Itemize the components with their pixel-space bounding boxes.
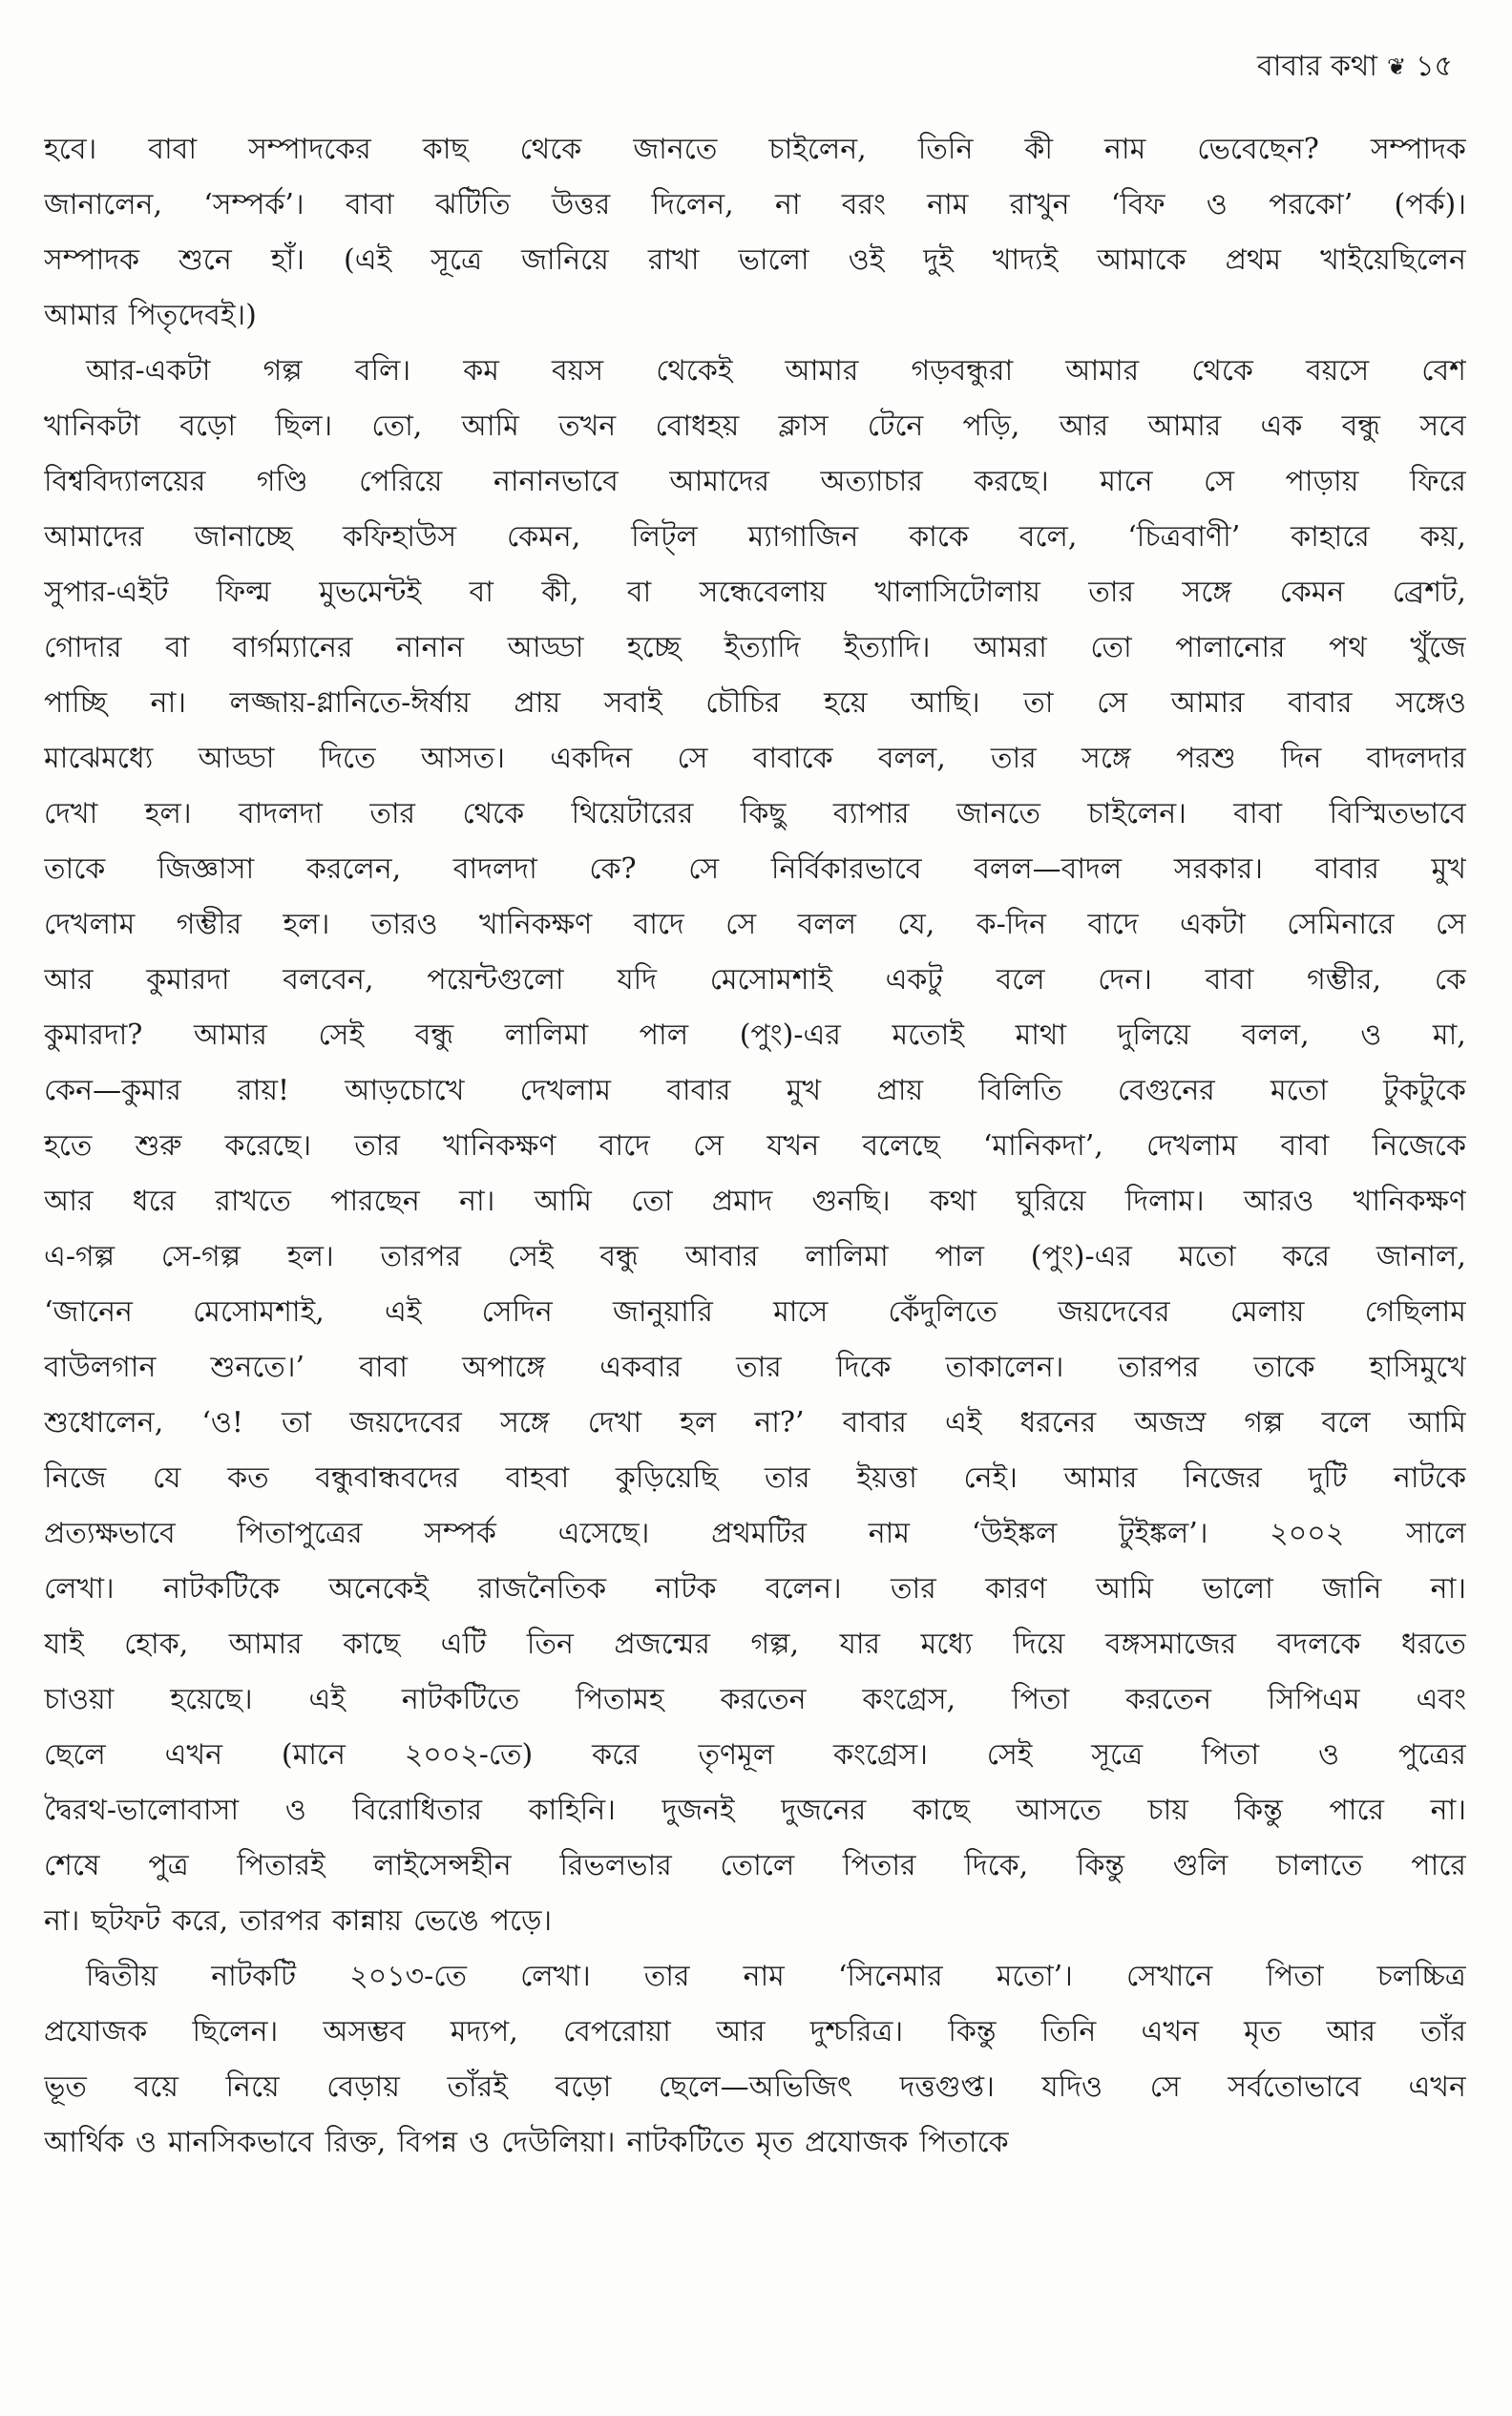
text-line: জানালেন, ‘সম্পর্ক’। বাবা ঝটিতি উত্তর দিলেন, না বরং নাম রাখুন ‘বিফ ও পরকো’ (পর্ক)। xyxy=(44,188,1466,221)
text-line: গোদার বা বার্গম্যানের নানান আড্ডা হচ্ছে ইত্যাদি ইত্যাদি। আমরা তো পালানোর পথ খুঁজে xyxy=(44,631,1466,664)
text-line: না। ছটফট করে, তারপর কান্নায় ভেঙে পড়ে। xyxy=(44,1904,553,1938)
text-line: দেখা হল। বাদলদা তার থেকে থিয়েটারের কিছু ব্যাপার জানতে চাইলেন। বাবা বিস্মিতভাবে xyxy=(44,797,1466,830)
text-line: বাউলগান শুনতে।’ বাবা অপাঙ্গে একবার তার দিকে তাকালেন। তারপর তাকে হাসিমুখে xyxy=(44,1351,1466,1384)
text-line: যাই হোক, আমার কাছে এটি তিন প্রজন্মের গল্প, যার মধ্যে দিয়ে বঙ্গসমাজের বদলকে ধরতে xyxy=(44,1628,1466,1661)
text-line: খানিকটা বড়ো ছিল। তো, আমি তখন বোধহয় ক্লাস টেনে পড়ি, আর আমার এক বন্ধু সবে xyxy=(44,410,1466,443)
text-line: কুমারদা? আমার সেই বন্ধু লালিমা পাল (পুং)-এর মতোই মাথা দুলিয়ে বলল, ও মা, xyxy=(44,1019,1466,1052)
text-line: ভূত বয়ে নিয়ে বেড়ায় তাঁরই বড়ো ছেলে—অভিজিৎ দত্তগুপ্ত। যদিও সে সর্বতোভাবে এখন xyxy=(44,2070,1466,2104)
text-line: কেন—কুমার রায়! আড়চোখে দেখলাম বাবার মুখ প্রায় বিলিতি বেগুনের মতো টুকটুকে xyxy=(44,1074,1466,1107)
page-number: ১৫ xyxy=(1416,50,1453,83)
running-title: বাবার কথা xyxy=(1257,50,1377,83)
text-line: আর ধরে রাখতে পারছেন না। আমি তো প্রমাদ গুনছি। কথা ঘুরিয়ে দিলাম। আরও খানিকক্ষণ xyxy=(44,1185,1466,1218)
text-line: শেষে পুত্র পিতারই লাইসেন্সহীন রিভলভার তোলে পিতার দিকে, কিন্তু গুলি চালাতে পারে xyxy=(44,1849,1466,1882)
text-line: ‘জানেন মেসোমশাই, এই সেদিন জানুয়ারি মাসে কেঁদুলিতে জয়দেবের মেলায় গেছিলাম xyxy=(44,1295,1466,1329)
text-line: মাঝেমধ্যে আড্ডা দিতে আসত। একদিন সে বাবাকে বলল, তার সঙ্গে পরশু দিন বাদলদার xyxy=(44,742,1466,775)
text-line: সম্পাদক শুনে হাঁ। (এই সূত্রে জানিয়ে রাখা ভালো ওই দুই খাদ্যই আমাকে প্রথম খাইয়েছিলেন xyxy=(44,243,1466,277)
text-line: বিশ্ববিদ্যালয়ের গণ্ডি পেরিয়ে নানানভাবে আমাদের অত্যাচার করছে। মানে সে পাড়ায় ফিরে xyxy=(44,465,1466,498)
text-line: আমার পিতৃদেবই।) xyxy=(44,299,257,332)
paragraph xyxy=(44,344,1466,1949)
text-line: আর্থিক ও মানসিকভাবে রিক্ত, বিপন্ন ও দেউলিয়া। নাটকটিতে মৃত প্রযোজক পিতাকে xyxy=(44,2126,1009,2159)
text-line: সুপার-এইট ফিল্ম মুভমেন্টই বা কী, বা সন্ধেবেলায় খালাসিটোলায় তার সঙ্গে কেমন ব্রেশট, xyxy=(44,576,1466,609)
fleuron-icon: ❦ xyxy=(1386,53,1407,80)
text-line: হতে শুরু করেছে। তার খানিকক্ষণ বাদে সে যখন বলেছে ‘মানিকদা’, দেখলাম বাবা নিজেকে xyxy=(44,1129,1466,1163)
text-line: দ্বিতীয় নাটকটি ২০১৩-তে লেখা। তার নাম ‘সিনেমার মতো’। সেখানে পিতা চলচ্চিত্র xyxy=(86,1960,1466,1993)
text-line: প্রযোজক ছিলেন। অসম্ভব মদ্যপ, বেপরোয়া আর দুশ্চরিত্র। কিন্তু তিনি এখন মৃত আর তাঁর xyxy=(44,2015,1466,2048)
text-line: তাকে জিজ্ঞাসা করলেন, বাদলদা কে? সে নির্বিকারভাবে বলল—বাদল সরকার। বাবার মুখ xyxy=(44,852,1466,886)
text-line: হবে। বাবা সম্পাদকের কাছ থেকে জানতে চাইলেন, তিনি কী নাম ভেবেছেন? সম্পাদক xyxy=(44,133,1466,166)
text-line: আর-একটা গল্প বলি। কম বয়স থেকেই আমার গড়বন্ধুরা আমার থেকে বয়সে বেশ xyxy=(86,354,1466,388)
text-line: আর কুমারদা বলবেন, পয়েন্টগুলো যদি মেসোমশাই একটু বলে দেন। বাবা গম্ভীর, কে xyxy=(44,963,1466,997)
text-line: এ-গল্প সে-গল্প হল। তারপর সেই বন্ধু আবার লালিমা পাল (পুং)-এর মতো করে জানাল, xyxy=(44,1240,1466,1273)
text-line: দেখলাম গম্ভীর হল। তারও খানিকক্ষণ বাদে সে বলল যে, ক-দিন বাদে একটা সেমিনারে সে xyxy=(44,908,1466,941)
text-line: পাচ্ছি না। লজ্জায়-গ্লানিতে-ঈর্ষায় প্রায় সবাই চৌচির হয়ে আছি। তা সে আমার বাবার সঙ্গেও xyxy=(44,686,1466,720)
paragraph xyxy=(44,122,1466,344)
paragraph xyxy=(44,1949,1466,2171)
text-line: দ্বৈরথ-ভালোবাসা ও বিরোধিতার কাহিনি। দুজনই দুজনের কাছে আসতে চায় কিন্তু পারে না। xyxy=(44,1794,1466,1827)
text-line: শুধোলেন, ‘ও! তা জয়দেবের সঙ্গে দেখা হল না?’ বাবার এই ধরনের অজস্র গল্প বলে আমি xyxy=(44,1406,1466,1439)
text-line: আমাদের জানাচ্ছে কফিহাউস কেমন, লিট্‌ল ম্যাগাজিন কাকে বলে, ‘চিত্রবাণী’ কাহারে কয়, xyxy=(44,520,1466,554)
text-line: চাওয়া হয়েছে। এই নাটকটিতে পিতামহ করতেন কংগ্রেস, পিতা করতেন সিপিএম এবং xyxy=(44,1683,1466,1716)
body-text xyxy=(44,122,1466,2171)
text-line: ছেলে এখন (মানে ২০০২-তে) করে তৃণমূল কংগ্রেস। সেই সূত্রে পিতা ও পুত্রের xyxy=(44,1738,1466,1772)
text-line: নিজে যে কত বন্ধুবান্ধবদের বাহবা কুড়িয়েছি তার ইয়ত্তা নেই। আমার নিজের দুটি নাটকে xyxy=(44,1461,1466,1495)
text-line: লেখা। নাটকটিকে অনেকেই রাজনৈতিক নাটক বলেন। তার কারণ আমি ভালো জানি না। xyxy=(44,1572,1466,1606)
text-line: প্রত্যক্ষভাবে পিতাপুত্রের সম্পর্ক এসেছে। প্রথমটির নাম ‘উইঙ্কল টুইঙ্কল’। ২০০২ সালে xyxy=(44,1517,1466,1550)
running-header xyxy=(1257,48,1453,86)
